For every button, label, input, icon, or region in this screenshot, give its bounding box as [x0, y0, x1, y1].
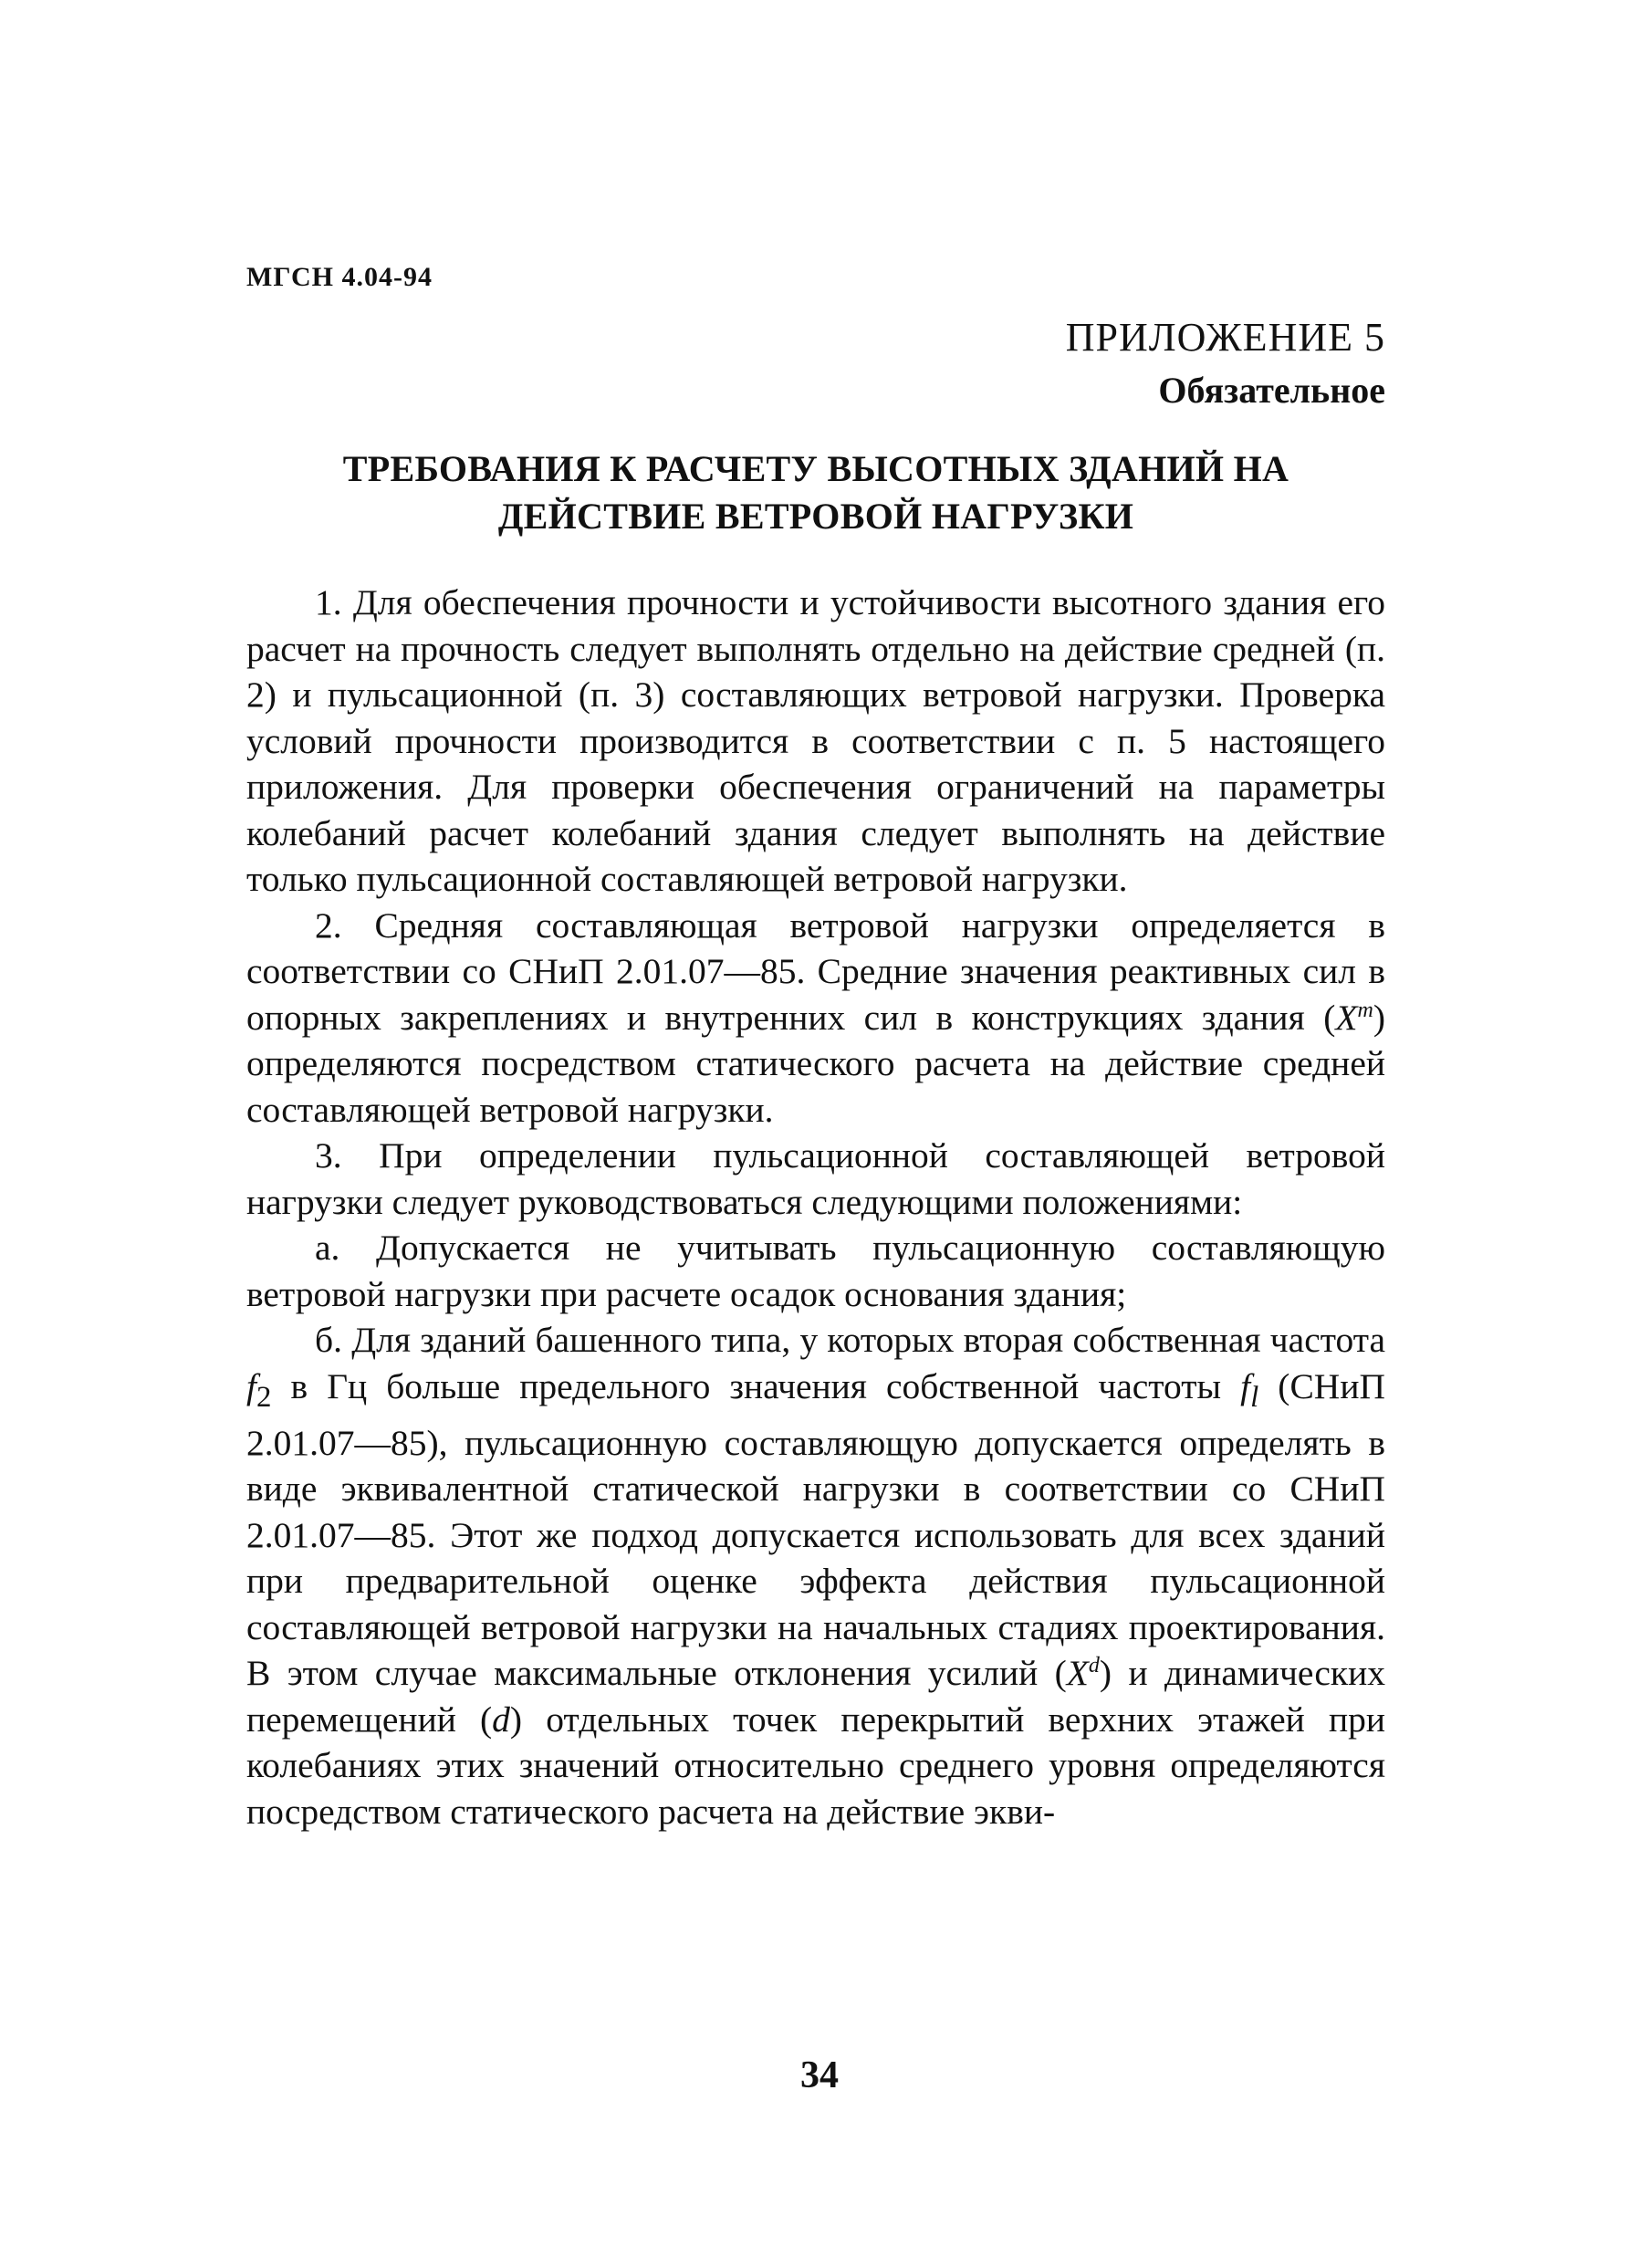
- paragraph-3b-text-c: (СНиП 2.01.07—85), пульсационную составляющую допускается определять в виде эквивалентной статической нагрузки в соответствии со СНиП 2.01.07—85. Этот же подход допускается использовать для всех зданий при предварительной оценке эффекта действия пульсационной составляющей ветровой нагрузки на начальных стадиях проектирования. В этом случае максимальные отклонения усилий (: [246, 1365, 1385, 1694]
- internal-forces-superscript: m: [1357, 998, 1373, 1022]
- body-text: [246, 580, 1385, 1834]
- paragraph-2-text-b: ) определяются посредством статического расчета на действие средней составляющей ветровой нагрузки.: [246, 997, 1385, 1130]
- paragraph-3b-text-b: в Гц больше предельного значения собственной частоты: [271, 1365, 1241, 1406]
- paragraph-1: 1. Для обеспечения прочности и устойчивости высотного здания его расчет на прочность следует выполнять отдельно на действие средней (п. 2) и пульсационной (п. 3) составляющих ветровой нагрузки. Проверка условий прочности производится в соответствии с п. 5 настоящего приложения. Для проверки обеспечения ограничений на параметры колебаний расчет колебаний здания следует выполнять на действие только пульсационной составляющей ветровой нагрузки.: [246, 582, 1385, 899]
- title-line-2: ДЕЙСТВИЕ ВЕТРОВОЙ НАГРУЗКИ: [497, 496, 1134, 537]
- displacement-symbol: d: [492, 1698, 510, 1740]
- title-line-1: ТРЕБОВАНИЯ К РАСЧЕТУ ВЫСОТНЫХ ЗДАНИЙ НА: [342, 448, 1289, 489]
- internal-forces-symbol: X: [1335, 997, 1358, 1038]
- page-title: [246, 445, 1385, 540]
- paragraph-3a: а. Допускается не учитывать пульсационную составляющую ветровой нагрузки при расчете осадок основания здания;: [246, 1228, 1385, 1314]
- page-number: 34: [800, 2054, 839, 2096]
- paragraph-3b-text-a: б. Для зданий башенного типа, у которых вторая собственная частота: [315, 1320, 1385, 1360]
- frequency-fl-subscript: l: [1250, 1380, 1259, 1414]
- force-deviation-symbol: X: [1066, 1653, 1089, 1694]
- paragraph-2-text-a: 2. Средняя составляющая ветровой нагрузки определяется в соответствии со СНиП 2.01.07—85. Средние значения реактивных сил в опорных закреплениях и внутренних сил в конструкциях здания (: [246, 904, 1385, 1038]
- appendix-header: [1066, 310, 1385, 416]
- frequency-f2-subscript: 2: [256, 1380, 272, 1414]
- paragraph-3b: [246, 1317, 1385, 1834]
- paragraph-3: 3. При определении пульсационной составляющей ветровой нагрузки следует руководствоваться следующими положениями:: [246, 1135, 1385, 1222]
- frequency-f2-symbol: f: [246, 1365, 256, 1406]
- document-code: МГСН 4.04-94: [246, 262, 433, 292]
- appendix-status: Обязательное: [1158, 370, 1385, 411]
- paragraph-3b-text-d: ) и динамических перемещений (: [246, 1653, 1385, 1740]
- frequency-fl-symbol: f: [1240, 1365, 1251, 1406]
- paragraph-2: [246, 903, 1385, 1134]
- paragraph-3b-text-e: ) отдельных точек перекрытий верхних этажей при колебаниях этих значений относительно среднего уровня определяются посредством статического расчета на действие экви-: [246, 1698, 1385, 1832]
- appendix-title: ПРИЛОЖЕНИЕ 5: [1065, 315, 1385, 360]
- force-deviation-superscript: d: [1088, 1654, 1100, 1678]
